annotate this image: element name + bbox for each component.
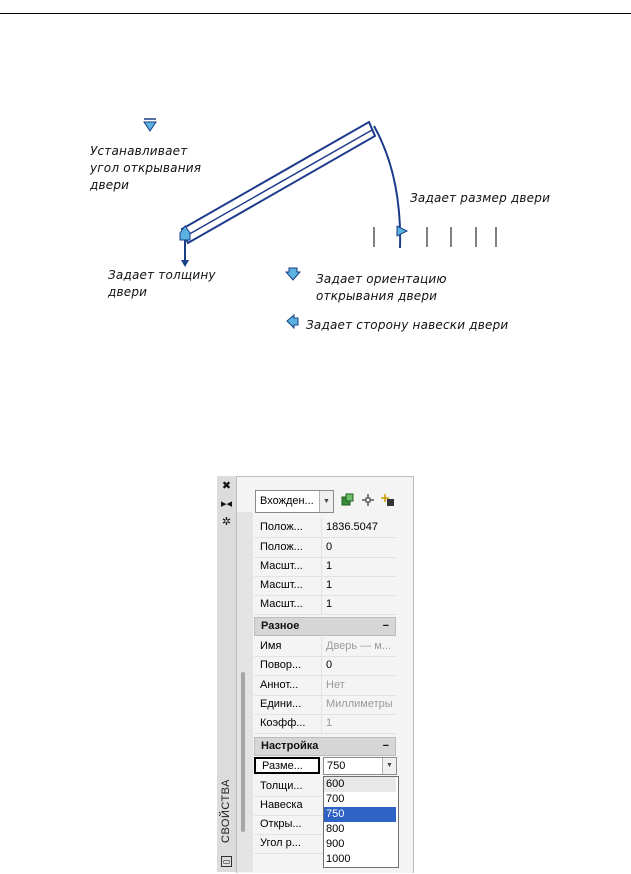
property-label: Имя — [260, 640, 282, 652]
property-value[interactable]: 1836.5047 — [321, 518, 396, 537]
dropdown-option[interactable]: 1000 — [326, 853, 351, 865]
section-title: Разное — [261, 620, 300, 632]
property-value[interactable]: 1 — [321, 557, 396, 576]
palette-menu-icon[interactable]: ▭ — [222, 857, 231, 866]
door-swing-arc — [374, 126, 400, 248]
angle-grip-icon — [144, 119, 156, 131]
property-value[interactable]: 1 — [321, 595, 396, 614]
properties-palette — [217, 476, 412, 872]
property-label: Едини... — [260, 698, 302, 710]
chevron-down-icon[interactable]: ▼ — [319, 491, 333, 512]
section-header-misc[interactable] — [254, 617, 396, 636]
property-label: Повор... — [260, 659, 302, 671]
orientation-grip-icon — [286, 268, 300, 280]
property-value[interactable]: 0 — [321, 656, 396, 675]
property-row[interactable] — [254, 595, 396, 615]
door-leaf — [182, 122, 375, 243]
door-size-select[interactable] — [323, 757, 397, 775]
orientation-annotation: Задает ориентацию открывания двери — [316, 272, 447, 303]
property-label: Аннот... — [260, 679, 299, 691]
property-label: Коэфф... — [260, 717, 306, 729]
property-value: Миллиметры — [321, 695, 396, 714]
property-label: Масшт... — [260, 579, 303, 591]
scrollbar[interactable] — [241, 672, 245, 832]
object-type-value: Вхожден... — [260, 495, 314, 507]
section-header-custom[interactable] — [254, 737, 396, 756]
property-row[interactable] — [254, 656, 396, 676]
autohide-icon[interactable]: ▸◂ — [220, 497, 233, 510]
collapse-toggle[interactable]: − — [382, 620, 389, 632]
door-size-dropdown — [323, 776, 399, 868]
dropdown-option-selected[interactable]: 750 — [324, 807, 396, 822]
close-icon[interactable]: ✖ — [221, 479, 232, 492]
palette-vertical-title: СВОЙСТВА — [220, 779, 232, 843]
door-size-row[interactable] — [254, 757, 396, 776]
property-value[interactable]: 1 — [321, 576, 396, 595]
property-row[interactable] — [254, 637, 396, 657]
property-row[interactable] — [254, 676, 396, 696]
property-label: Угол р... — [260, 837, 301, 849]
property-label: Толщи... — [260, 780, 303, 792]
property-value: Нет — [321, 676, 396, 695]
hinge-side-annotation: Задает сторону навески двери — [306, 318, 509, 332]
size-grip-icon — [397, 226, 407, 236]
size-annotation: Задает размер двери — [410, 191, 551, 205]
section-title: Настройка — [261, 740, 319, 752]
property-label: Масшт... — [260, 598, 303, 610]
door-size-label: Разме... — [254, 757, 320, 774]
dropdown-option[interactable]: 800 — [326, 823, 345, 835]
collapse-toggle[interactable]: − — [382, 740, 389, 752]
door-size-value: 750 — [327, 760, 346, 772]
hinge-side-grip-icon — [287, 315, 298, 328]
object-type-combo[interactable] — [255, 490, 334, 513]
property-row[interactable] — [254, 714, 396, 734]
property-label: Откры... — [260, 818, 302, 830]
property-value: Дверь — м... — [321, 637, 396, 656]
property-row[interactable] — [254, 538, 396, 558]
palette-settings-icon[interactable]: ✲ — [221, 515, 232, 528]
pick-point-icon[interactable] — [361, 493, 375, 507]
property-row[interactable] — [254, 518, 396, 538]
thickness-annotation: Задает толщину двери — [108, 268, 216, 299]
dropdown-option[interactable]: 700 — [326, 793, 345, 805]
angle-annotation: Устанавливает угол открывания двери — [90, 144, 202, 192]
property-label: Масшт... — [260, 560, 303, 572]
palette-title-strip — [217, 476, 237, 872]
toggle-pickadd-icon[interactable] — [381, 493, 395, 507]
size-tick-marks — [374, 227, 496, 247]
door-grips-diagram — [0, 0, 631, 360]
property-gutter — [237, 512, 253, 872]
property-label: Навеска — [260, 799, 303, 811]
property-label: Полож... — [260, 541, 303, 553]
property-label: Полож... — [260, 521, 303, 533]
property-row[interactable] — [254, 695, 396, 715]
property-value[interactable]: 0 — [321, 538, 396, 557]
thickness-grip-icon — [180, 226, 190, 267]
dropdown-option[interactable]: 600 — [324, 777, 396, 792]
property-row[interactable] — [254, 576, 396, 596]
property-row[interactable] — [254, 557, 396, 577]
chevron-down-icon[interactable]: ▼ — [382, 758, 396, 774]
property-value: 1 — [321, 714, 396, 733]
dropdown-option[interactable]: 900 — [326, 838, 345, 850]
quick-select-icon[interactable] — [341, 493, 355, 507]
